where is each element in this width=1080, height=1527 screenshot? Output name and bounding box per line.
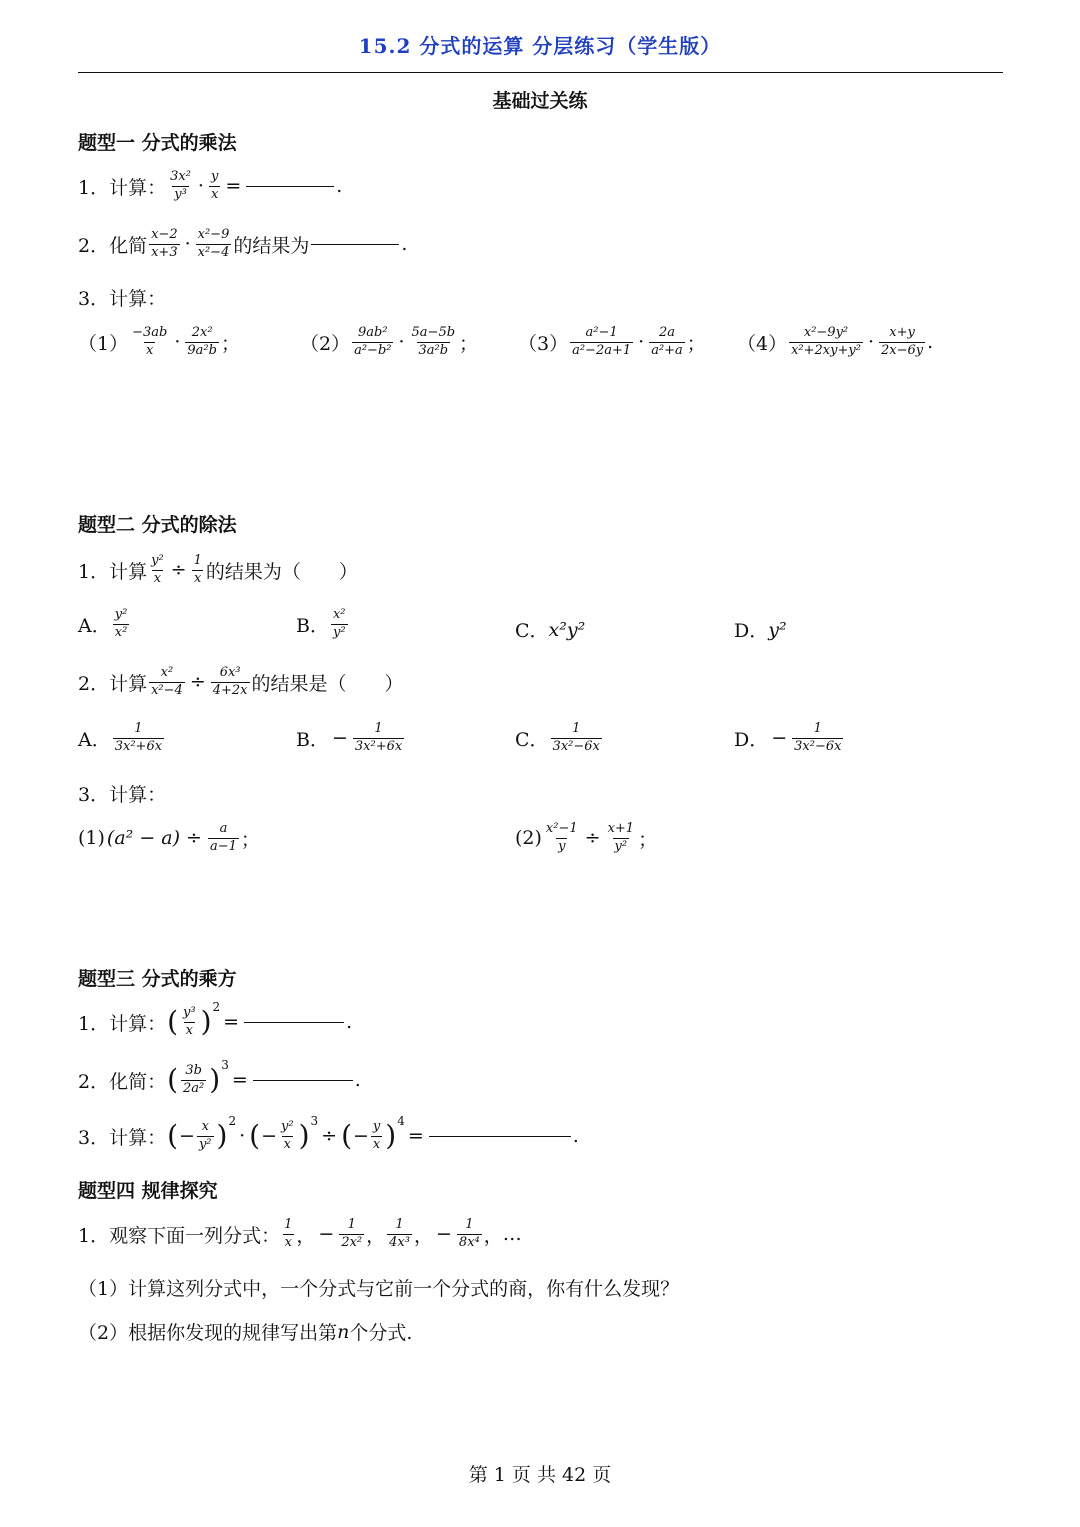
type2-q3-p1: (1) (a² − a) ÷ $\frac{a}{a-1}$ ； xyxy=(78,821,260,854)
type1-q3-p1: （1） $\frac{-3ab}{x}$ · $\frac{\text{2x²}}{\text{9a²b}}$ ； xyxy=(78,325,240,358)
type3-q1: 1．计算： ( $\frac{\text{y³}}{x}$ ) 2 = . xyxy=(78,1000,353,1039)
type3-q3: 3．计算： ( − $\frac{x}{\text{y²}}$ ) 2 · ( − $\frac{\text{y²}}{x}$ ) 3 ÷ ( − $\frac{y}{x}$ ) 4 = . xyxy=(78,1114,579,1153)
fraction: $\frac{\text{x²−9}}{\text{x²−4}}$ xyxy=(197,227,230,260)
type1-q1: 1．计算： $\frac{\text{3x²}}{\text{y³}}$ · $\frac{y}{x}$ = . xyxy=(78,169,343,202)
choice-d[interactable]: D． − $\frac{1}{\text{3x²−6x}}$ xyxy=(734,721,842,754)
type1-q2: 2．化简 $\frac{x-2}{x+3}$ · $\frac{\text{x²−9}}{\text{x²−4}}$ 的结果为 . xyxy=(78,227,408,260)
choice-a[interactable]: A． $\frac{1}{\text{3x²+6x}}$ xyxy=(78,721,163,754)
type2-q3-label: 3．计算： xyxy=(78,784,167,806)
page-footer: 第 1 页 共 42 页 xyxy=(468,1464,612,1486)
answer-blank[interactable] xyxy=(246,186,334,187)
type1-q3-p3: （3） $\frac{\text{a²−1}}{\text{a²−2a+1}}$ · $\frac{2a}{\text{a²+a}}$ ； xyxy=(518,325,706,358)
q-label: 1．计算： xyxy=(78,176,167,199)
header-rule xyxy=(78,72,1003,73)
answer-blank[interactable] xyxy=(311,244,399,245)
choice-c[interactable]: C． x²y² xyxy=(515,618,586,642)
type3-heading: 题型三 分式的乘方 xyxy=(78,968,237,990)
choice-b[interactable]: B． $\frac{\text{x²}}{\text{y²}}$ xyxy=(296,607,346,640)
type4-q1: 1．观察下面一列分式： $\frac{1}{x}$ ， − $\frac{1}{\text{2x²}}$ ， $\frac{1}{\text{4x³}}$ ， − $\frac{1}{\text{8x⁴}}$ ， … xyxy=(78,1217,522,1250)
type1-q3-p2: （2） $\frac{\text{9ab²}}{\text{a²−b²}}$ · $\frac{5a-5b}{\text{3a²b}}$ ； xyxy=(300,325,479,358)
choice-a[interactable]: A． $\frac{\text{y²}}{\text{x²}}$ xyxy=(78,607,128,640)
type3-q2: 2．化简： ( $\frac{3b}{\text{2a²}}$ ) 3 = . xyxy=(78,1058,361,1097)
type1-q3-p4: （4） $\frac{\text{x²−9y²}}{\text{x²+2xy+y²}}$ · $\frac{x+y}{2x-6y}$ . xyxy=(737,325,934,358)
q-label: 2．化简 xyxy=(78,234,148,257)
type4-sub2: （2）根据你发现的规律写出第 n 个分式. xyxy=(78,1320,413,1344)
fraction: $\frac{x-2}{x+3}$ xyxy=(151,227,178,260)
answer-blank[interactable] xyxy=(429,1136,571,1137)
type2-q1: 1．计算 $\frac{\text{y²}}{x}$ ÷ $\frac{1}{x}$ 的结果为（ ） xyxy=(78,553,358,586)
type4-heading: 题型四 规律探究 xyxy=(78,1180,218,1202)
choice-d[interactable]: D． y² xyxy=(734,618,787,642)
fraction: $\frac{\text{3x²}}{\text{y³}}$ xyxy=(170,169,191,202)
fraction: $\frac{y}{x}$ xyxy=(210,169,219,202)
type1-q3-label: 3．计算： xyxy=(78,288,167,310)
type4-sub1: （1）计算这列分式中，一个分式与它前一个分式的商，你有什么发现？ xyxy=(78,1278,680,1300)
type1-heading: 题型一 分式的乘法 xyxy=(78,132,237,154)
answer-blank[interactable] xyxy=(244,1022,344,1023)
type2-heading: 题型二 分式的除法 xyxy=(78,514,237,536)
page-title: 15.2 分式的运算 分层练习（学生版） xyxy=(358,34,722,58)
choice-c[interactable]: C． $\frac{1}{\text{3x²−6x}}$ xyxy=(515,721,600,754)
answer-blank[interactable] xyxy=(253,1080,353,1081)
choice-b[interactable]: B． − $\frac{1}{\text{3x²+6x}}$ xyxy=(296,721,403,754)
type2-q2: 2．计算 $\frac{\text{x²}}{\text{x²−4}}$ ÷ $\frac{\text{6x³}}{4+2x}$ 的结果是（ ） xyxy=(78,665,404,698)
type2-q3-p2: (2) $\frac{\text{x²−1}}{y}$ ÷ $\frac{x+1}{\text{y²}}$ ； xyxy=(515,821,658,854)
section-title: 基础过关练 xyxy=(492,90,588,112)
